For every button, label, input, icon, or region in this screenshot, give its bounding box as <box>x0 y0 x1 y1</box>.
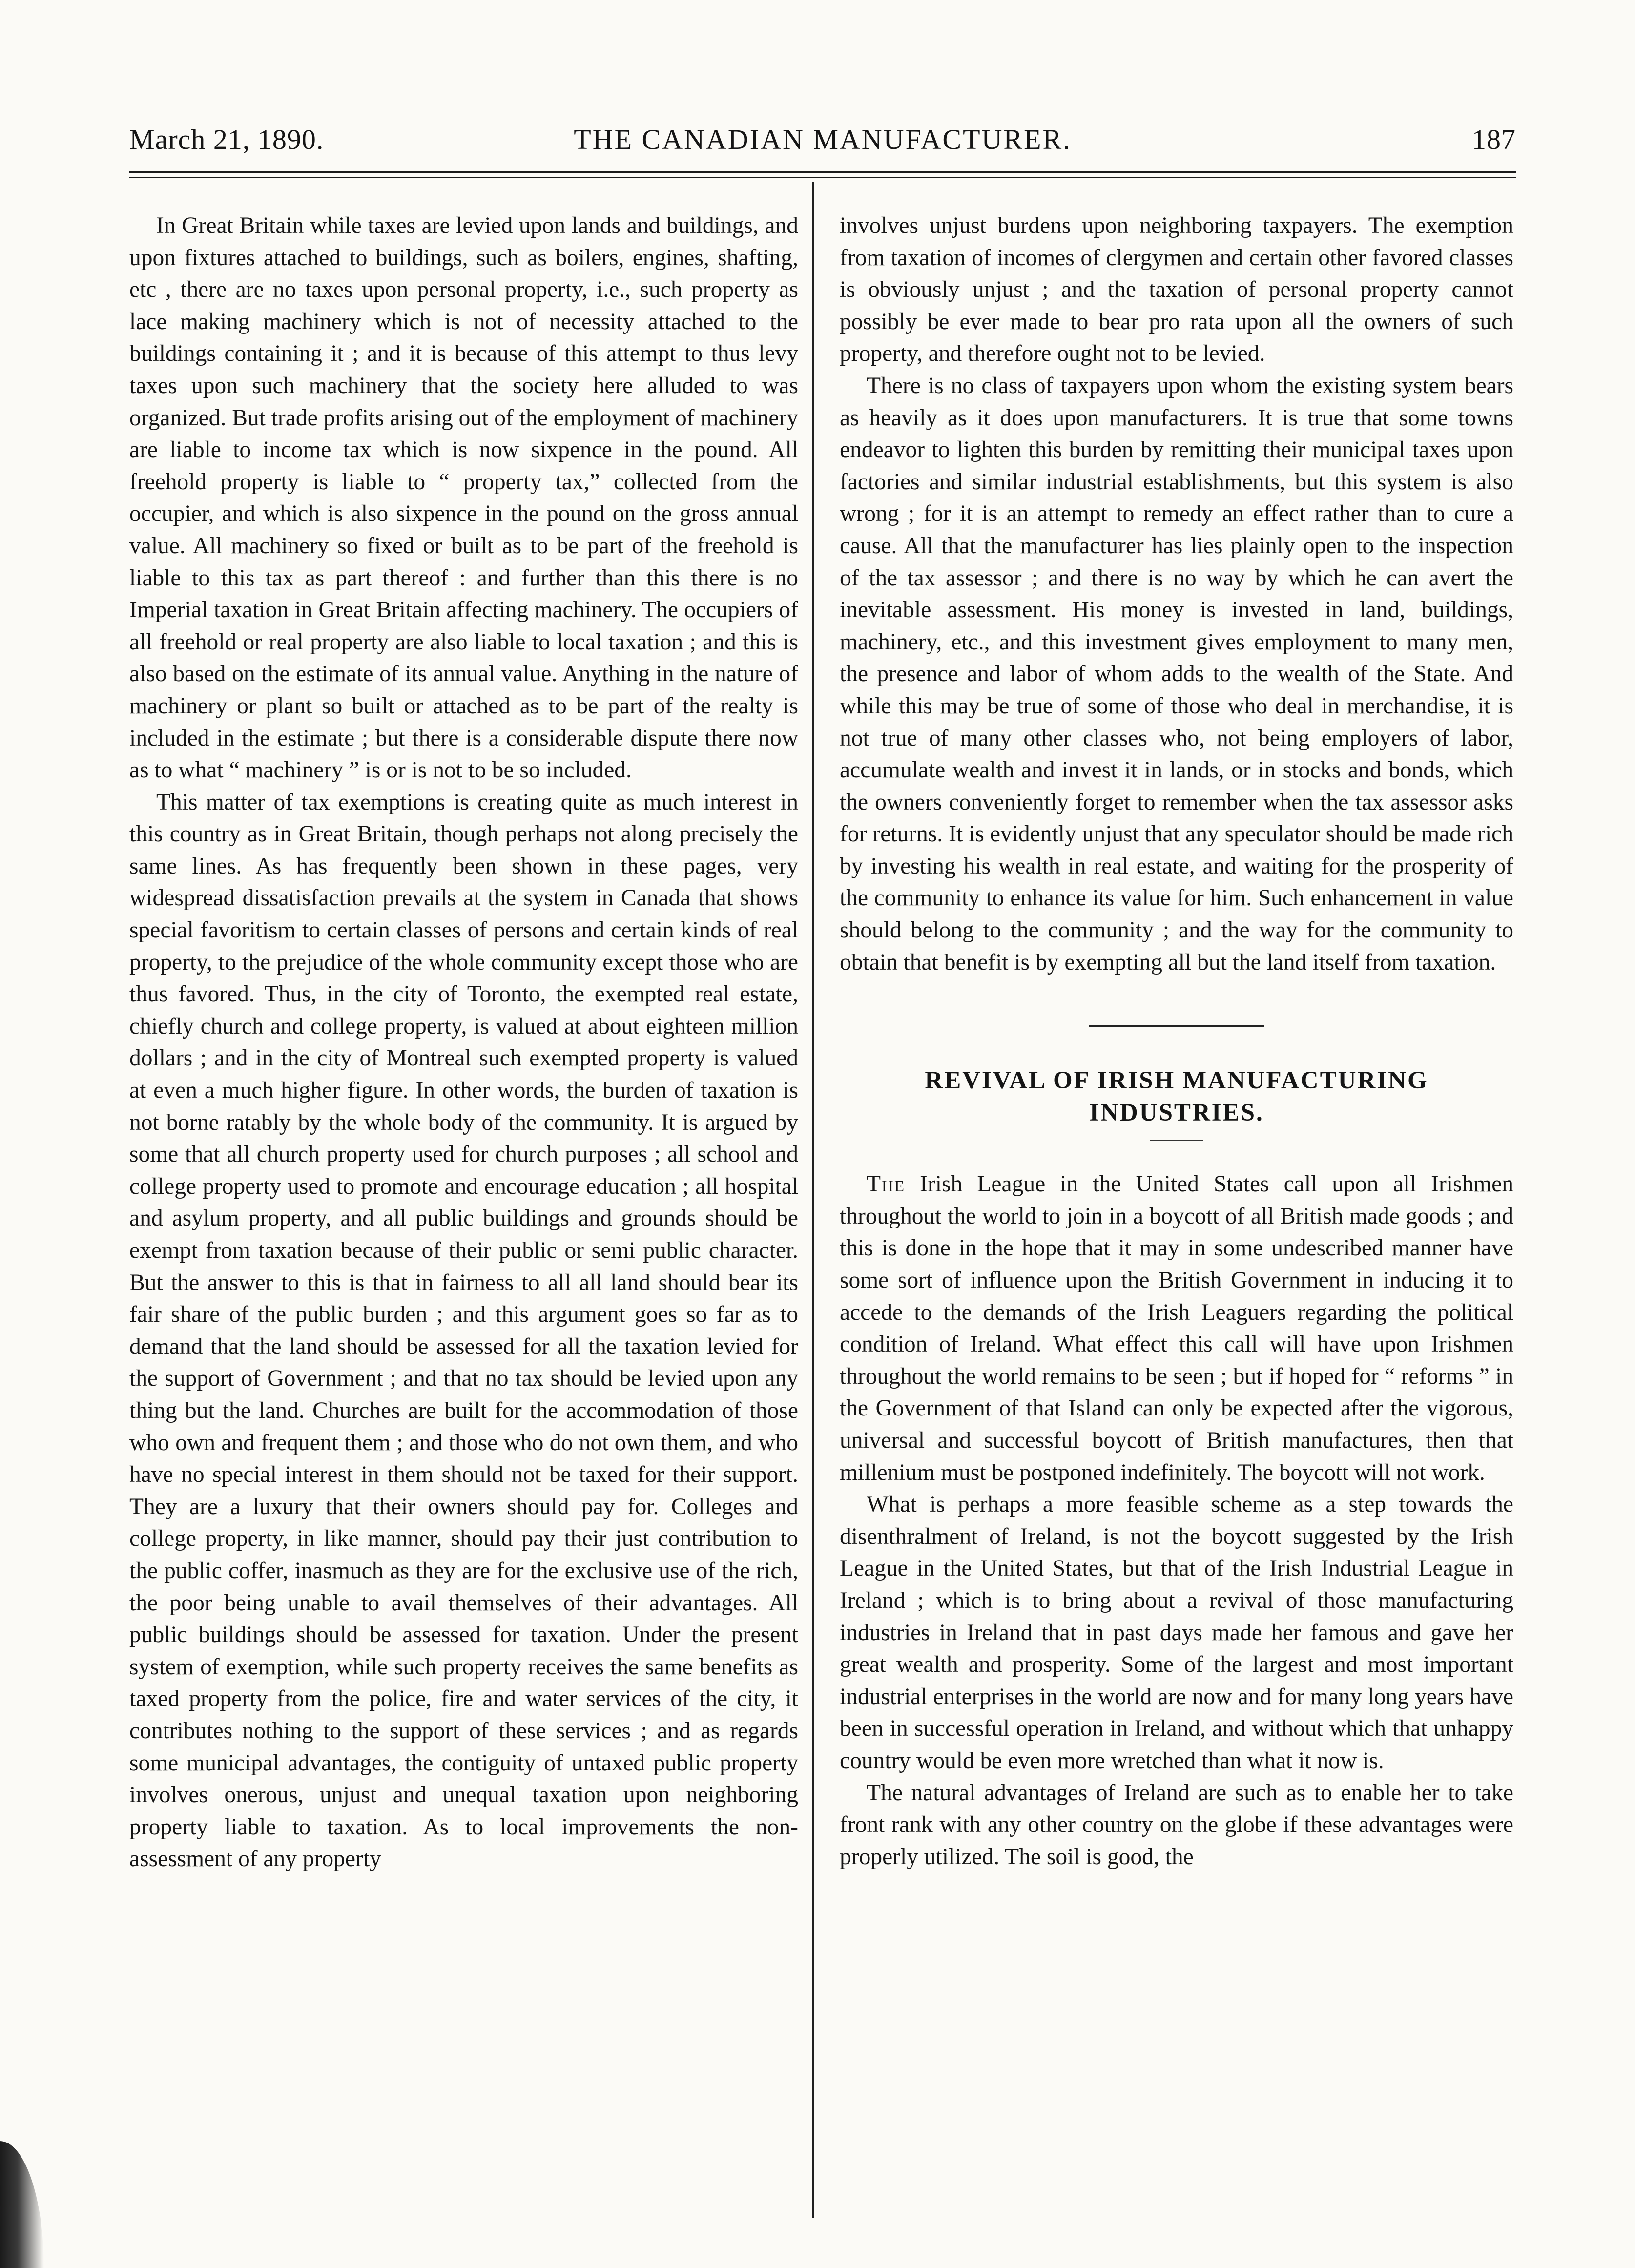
lead-word: The <box>867 1171 906 1197</box>
paragraph: What is perhaps a more feasible scheme as a step towards the disenthralment of Ireland, is not the boycott suggested by the Irish League in the United States, but that of the Irish Industrial League in Ireland ; which is to bring about a revival of those manufacturing industries in Ireland that in past days made her famous and gave her great wealth and prosperity. Some of the largest and most important industrial enterprises in the world are now and for many long years have been in successful operation in Ireland, and without which that unhappy country would be even more wretched than what it now is. <box>840 1492 1513 1773</box>
article-heading-line-2: INDUSTRIES. <box>1089 1099 1264 1127</box>
binding-shadow <box>0 2141 44 2268</box>
publication-title: THE CANADIAN MANUFACTURER. <box>574 124 1072 155</box>
page-header <box>129 123 1516 162</box>
paragraph: This matter of tax exemptions is creating quite as much interest in this country as in Great Britain, though perhaps not along precisely the same lines. As has frequently been shown in these pages, very widespread dissatisfaction prevails at the system in Canada that shows special favoritism to certain classes of persons and certain kinds of real property, to the prejudice of the whole community except those who are thus favored. Thus, in the city of Toronto, the exempted real estate, chiefly church and college property, is valued at about eighteen million dollars ; and in the city of Montreal such exempted property is valued at even a much higher figure. In other words, the burden of taxation is not borne ratably by the whole body of the community. It is argued by some that all church property used for church purposes ; all school and college property used to promote and encourage education ; all hospital and asylum property, and all public buildings and grounds should be exempt from taxation because of their public or semi public character. But the answer to this is that in fairness to all all land should bear its fair share of the public burden ; and this argument goes so far as to demand that the land should be assessed for all the taxation levied for the support of Government ; and that no tax should be levied upon any thing but the land. Churches are built for the accommodation of those who own and frequent them ; and those who do not own them, and who have no special interest in them should not be taxed for their support. They are a luxury that their owners should pay for. Colleges and college property, in like manner, should pay their just contribution to the public coffer, inasmuch as they are for the exclusive use of the rich, the poor being unable to avail themselves of their advantages. All public buildings should be assessed for taxation. Under the present system of exemption, while such property receives the same benefits as taxed property from the police, fire and water services of the city, it contributes nothing to the support of these services ; and as regards some municipal advantages, the contiguity of untaxed public property involves onerous, unjust and unequal taxation upon neighboring property liable to taxation. As to local improvements the non-assessment of any property <box>129 789 798 1872</box>
heading-underline <box>1150 1140 1203 1141</box>
right-column <box>840 210 1513 1873</box>
article-lead-paragraph <box>840 1168 1513 1489</box>
issue-date: March 21, 1890. <box>129 124 324 155</box>
left-column <box>129 210 798 1875</box>
header-rule-thin <box>129 177 1516 178</box>
paragraph: There is no class of taxpayers upon whom the existing system bears as heavily as it does upon manufacturers. It is true that some towns endeavor to lighten this burden by remitting their municipal taxes upon factories and similar industrial establishments, but this system is also wrong ; for it is an attempt to remedy an effect rather than to cure a cause. All that the manufacturer has lies plainly open to the inspection of the tax assessor ; and there is no way by which he can avert the inevitable assessment. His money is invested in land, buildings, machinery, etc., and this investment gives employment to many men, the presence and labor of whom adds to the wealth of the State. And while this may be true of some of those who deal in merchandise, it is not true of many other classes who, not being employers of labor, accumulate wealth and invest it in lands, or in stocks and bonds, which the owners conveniently forget to remember when the tax assessor asks for returns. It is evidently unjust that any speculator should be made rich by investing his wealth in real estate, and waiting for the prosperity of the community to enhance its value for him. Such enhancement in value should belong to the community ; and the way for the community to obtain that benefit is by exempting all but the land itself from taxation. <box>840 373 1513 975</box>
paragraph: involves unjust burdens upon neighboring taxpayers. The exemption from taxation of incomes of clergymen and certain other favored classes is obviously unjust ; and the taxation of personal property cannot possibly be ever made to bear pro rata upon all the owners of such property, and therefore ought not to be levied. <box>840 213 1513 367</box>
paragraph: In Great Britain while taxes are levied upon lands and buildings, and upon fixtures attached to buildings, such as boilers, engines, shafting, etc , there are no taxes upon personal property, i.e., such property as lace making machinery which is not of necessity attached to the buildings containing it ; and it is because of this attempt to thus levy taxes upon such machinery that the society here alluded to was organized. But trade profits arising out of the employment of machinery are liable to income tax which is now sixpence in the pound. All freehold property is liable to “ property tax,” collected from the occupier, and which is also sixpence in the pound on the gross annual value. All machinery so fixed or built as to be part of the freehold is liable to this tax as part thereof : and further than this there is no Imperial taxation in Great Britain affecting machinery. The occupiers of all freehold or real property are also liable to local taxation ; and this is also based on the estimate of its annual value. Anything in the nature of machinery or plant so built or attached as to be part of the realty is included in the estimate ; but there is a considerable dispute there now as to what “ machinery ” is or is not to be so included. <box>129 213 798 783</box>
page-number: 187 <box>1472 124 1516 155</box>
paragraph: The natural advantages of Ireland are such as to enable her to take front rank with any other country on the globe if these advantages were properly utilized. The soil is good, the <box>840 1780 1513 1870</box>
article-heading <box>840 1064 1513 1129</box>
header-rule-thick <box>129 171 1516 173</box>
section-separator <box>1089 1025 1264 1027</box>
column-divider <box>812 182 814 2218</box>
article-heading-line-1: REVIVAL OF IRISH MANUFACTURING <box>925 1067 1428 1095</box>
lead-text: Irish League in the United States call upon all Irishmen throughout the world to join in a boycott of all British made goods ; and this is done in the hope that it may in some undescribed manner have some sort of influence upon the British Government in inducing it to accede to the demands of the Irish Leaguers regarding the political condition of Ireland. What effect this call will have upon Irishmen throughout the world remains to be seen ; but if hoped for “ reforms ” in the Government of that Island can only be expected after the vigorous, universal and successful boycott of British manufactures, then that millenium must be postponed indefinitely. The boycott will not work. <box>840 1171 1513 1485</box>
